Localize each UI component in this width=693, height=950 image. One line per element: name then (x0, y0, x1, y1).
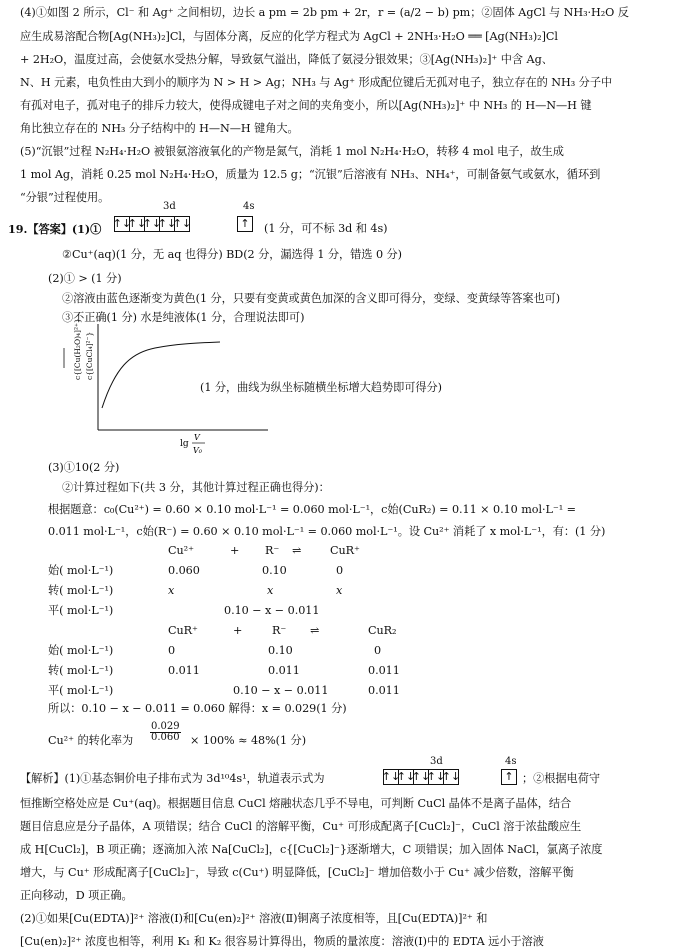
text-line: 恒推断空格处应是 Cu⁺(aq)。根据题目信息 CuCl 熔融状态几乎不导电，可判断 CuCl 晶体不是离子晶体，结合 (20, 797, 572, 810)
text-line: × 100% ≈ 48%(1 分) (190, 734, 307, 747)
graph-ylabel-top: c{[Cu(H₂O)₄]²⁺} (73, 318, 82, 380)
graph-ylabel-bottom: c{[CuCl₄]²⁻} (85, 331, 94, 380)
text-line: + 2H₂O，温度过高，会使氨水受热分解，导致氨气溢出，降低了氨浸分银效果；③[Ag(NH₃)₂]⁺ 中含 Ag、 (20, 53, 553, 66)
orbital-diagram-answer (112, 216, 192, 232)
table2-cell: 0.011 (168, 664, 200, 677)
table1-row-label: 转( mol·L⁻¹) (48, 584, 114, 597)
text-line: ②Cu⁺(aq)(1 分，无 aq 也得分) BD(2 分，漏选得 1 分，错选 0 分) (62, 248, 402, 261)
table2-header: + (233, 624, 243, 637)
text-line: ②溶液由蓝色逐渐变为黄色(1 分，只要有变黄或黄色加深的含义即可得分，变绿、变黄绿等答案也可) (62, 292, 561, 305)
orbital-box-3d: ↑↓ (127, 217, 147, 230)
table1-row-label: 平( mol·L⁻¹) (48, 604, 114, 617)
table1-cell: 0 (336, 564, 344, 577)
table2-header: R⁻ (272, 624, 287, 637)
orbital-4s-analysis (502, 769, 517, 785)
orbital-box-3d: ↑↓ (396, 770, 416, 783)
table2-row-label: 始( mol·L⁻¹) (48, 644, 114, 657)
orbital-box-3d: ↑↓ (426, 770, 446, 783)
analysis-heading: 【解析】(1)①基态铜价电子排布式为 3d¹⁰4s¹，轨道表示式为 (20, 772, 325, 785)
table2-row-label: 平( mol·L⁻¹) (48, 684, 114, 697)
table1-header: + (230, 544, 240, 557)
orbital-box-3d: ↑↓ (172, 217, 192, 230)
text-line: 增大，与 Cu⁺ 形成配离子[CuCl₂]⁻，导致 c(Cu⁺) 明显降低，[CuCl₂]⁻ 增加倍数小于 Cu⁺ 减少倍数，溶解平衡 (20, 866, 574, 879)
orbital-box-4s: ↑ (237, 216, 253, 232)
table2-cell: 0 (374, 644, 382, 657)
text-line: ③不正确(1 分) 水是纯液体(1 分，合理说法即可) (62, 311, 305, 324)
text-line: 正向移动，D 项正确。 (20, 889, 133, 902)
orbital-box-3d: ↑↓ (381, 770, 401, 783)
text-line: (3)①10(2 分) (48, 461, 120, 474)
table2-header: ⇌ (310, 624, 320, 637)
table2-cell: 0.10 (268, 644, 293, 657)
table2-row-label: 转( mol·L⁻¹) (48, 664, 114, 677)
text-line: N、H 元素，电负性由大到小的顺序为 N > H > Ag；NH₃ 与 Ag⁺ 形成配位键后无孤对电子，独立存在的 NH₃ 分子中 (20, 76, 613, 89)
table2-cell: 0 (168, 644, 176, 657)
question-19-answer-label: 19.【答案】(1)① (8, 222, 102, 236)
table2-cell: 0.011 (368, 664, 400, 677)
text-line: 根据题意：c₀(Cu²⁺) = 0.60 × 0.10 mol·L⁻¹ = 0.060 mol·L⁻¹，c始(CuR₂) = 0.11 × 0.10 mol·L⁻¹ = (48, 503, 577, 516)
text-line: ②计算过程如下(共 3 分，其他计算过程正确也得分)： (62, 481, 330, 494)
table1-cell: x (168, 584, 175, 597)
table2-cell: 0.011 (368, 684, 400, 697)
text-line: (2)①如果[Cu(EDTA)]²⁺ 溶液(Ⅰ)和[Cu(en)₂]²⁺ 溶液(Ⅱ)铜离子浓度相等，且[Cu(EDTA)]²⁺ 和 (20, 912, 488, 925)
text-line: “分银”过程使用。 (20, 191, 110, 204)
table2-header: CuR⁺ (168, 624, 198, 637)
fraction-numerator: 0.029 (151, 721, 180, 732)
orbital-diagram-analysis (381, 769, 461, 785)
fraction-denominator: 0.060 (151, 732, 180, 743)
table2-cell: 0.10 − x − 0.011 (233, 684, 329, 697)
text-line: 题目信息应是分子晶体，A 项错误；结合 CuCl 的溶解平衡，Cu⁺ 可形成配离子[CuCl₂]⁻，CuCl 溶于浓盐酸应生 (20, 820, 582, 833)
orbital-box-3d: ↑↓ (142, 217, 162, 230)
orbital-box-3d: ↑↓ (112, 217, 132, 230)
text-line: ；②根据电荷守 (522, 772, 600, 785)
orbital-label-3d: 3d (430, 756, 443, 767)
text-line: 应生成易溶配合物[Ag(NH₃)₂]Cl，与固体分离，反应的化学方程式为 AgCl + 2NH₃·H₂O ══ [Ag(NH₃)₂]Cl (20, 30, 558, 43)
table2-cell: 0.011 (268, 664, 300, 677)
table1-row-label: 始( mol·L⁻¹) (48, 564, 114, 577)
text-line: 所以：0.10 − x − 0.011 = 0.060 解得：x = 0.029(1 分) (48, 702, 347, 715)
text-line: (4)①如图 2 所示，Cl⁻ 和 Ag⁺ 之间相切，边长 a pm = 2b pm + 2r，r = (a/2 − b) pm；②固体 AgCl 与 NH₃·H₂O 反 (20, 6, 629, 19)
table1-cell: 0.060 (168, 564, 200, 577)
table1-cell: 0.10 − x − 0.011 (224, 604, 320, 617)
table1-cell: 0.10 (262, 564, 287, 577)
table1-cell: x (336, 584, 343, 597)
orbital-box-3d: ↑↓ (441, 770, 461, 783)
table2-header: CuR₂ (368, 624, 397, 637)
orbital-4s-answer (238, 216, 253, 232)
graph-curve (102, 342, 220, 408)
table1-header: ⇌ (292, 544, 302, 557)
text-line: (2)① > (1 分) (48, 272, 122, 285)
text-line: (1 分，可不标 3d 和 4s) (264, 222, 388, 235)
text-line: (1 分，曲线为纵坐标随横坐标增大趋势即可得分) (200, 381, 442, 394)
graph-xlabel-num: V (194, 433, 200, 442)
text-line: (5)“沉银”过程 N₂H₄·H₂O 被银氨溶液氧化的产物是氮气，消耗 1 mol N₂H₄·H₂O，转移 4 mol 电子，故生成 (20, 145, 564, 158)
text-line: 成 H[CuCl₂]，B 项正确；逐滴加入浓 Na[CuCl₂]，c{[CuCl₂]⁻}逐渐增大，C 项错误；加入固体 NaCl，氯离子浓度 (20, 843, 603, 856)
table1-header: R⁻ (265, 544, 280, 557)
table1-cell: x (267, 584, 274, 597)
orbital-box-4s: ↑ (501, 769, 517, 785)
text-line: [Cu(en)₂]²⁺ 浓度也相等，利用 K₁ 和 K₂ 很容易计算得出，物质的量浓度：溶液(Ⅰ)中的 EDTA 远小于溶液 (20, 935, 544, 948)
text-line: 0.011 mol·L⁻¹，c始(R⁻) = 0.60 × 0.10 mol·L⁻¹ = 0.060 mol·L⁻¹。设 Cu²⁺ 消耗了 x mol·L⁻¹，有：(1 分) (48, 525, 606, 538)
orbital-box-3d: ↑↓ (157, 217, 177, 230)
conversion-fraction (150, 722, 181, 743)
orbital-label-4s: 4s (505, 756, 517, 767)
graph-xlabel-prefix: lg (180, 439, 189, 449)
orbital-label-3d: 3d (163, 201, 176, 212)
table1-header: CuR⁺ (330, 544, 360, 557)
table1-header: Cu²⁺ (168, 544, 194, 557)
orbital-box-3d: ↑↓ (411, 770, 431, 783)
graph-xlabel-den: V₀ (193, 446, 202, 455)
text-line: Cu²⁺ 的转化率为 (48, 734, 134, 747)
text-line: 角比独立存在的 NH₃ 分子结构中的 H—N—H 键角大。 (20, 122, 299, 135)
orbital-label-4s: 4s (243, 201, 255, 212)
text-line: 有孤对电子，孤对电子的排斥力较大，使得成键电子对之间的夹角变小，所以[Ag(NH₃)₂]⁺ 中 NH₃ 的 H—N—H 键 (20, 99, 592, 112)
text-line: 1 mol Ag，消耗 0.25 mol N₂H₄·H₂O，质量为 12.5 g；“沉银”后溶液有 NH₃、NH₄⁺，可制备氨气或氨水，循环到 (20, 168, 601, 181)
